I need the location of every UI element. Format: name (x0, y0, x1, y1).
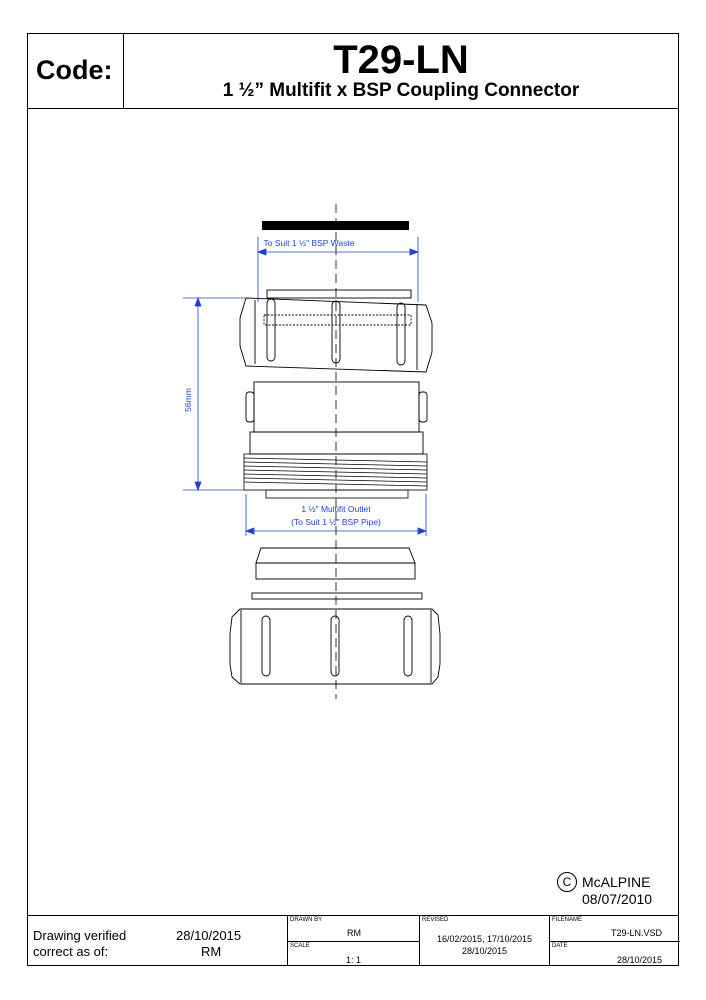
washer (252, 593, 422, 599)
verified-by: RM (201, 944, 222, 959)
footer-block (28, 915, 678, 966)
revised-dates-2: 28/10/2015 (461, 946, 508, 956)
seal-ring (256, 548, 415, 579)
filename-cell (549, 916, 680, 941)
revised-label: REVISED (422, 917, 449, 923)
outlet-label-line-1: 1 ½" Multifit Outlet (301, 504, 371, 514)
top-dimension-label: To Suit 1 ½" BSP Waste (263, 238, 355, 248)
scale-label: SCALE (290, 943, 310, 949)
product-code: T29-LN (333, 38, 469, 82)
date-cell (549, 941, 680, 966)
verified-date: 28/10/2015 (176, 928, 242, 943)
waste-plug-bar (262, 221, 409, 230)
scale-value: 1: 1 (345, 955, 361, 965)
side-dimension-label: 56mm (183, 388, 193, 412)
product-description: 1 ½” Multifit x BSP Coupling Connector (222, 80, 580, 101)
copyright-company: McALPINE (582, 874, 651, 890)
scale-cell (287, 941, 419, 966)
drawn-by-cell (287, 916, 419, 941)
coupling-body (246, 382, 427, 454)
filename-value: T29-LN.VSD (610, 928, 662, 938)
filename-label: FILENAME (552, 917, 583, 923)
outlet-label-line-2: (To Suit 1 ½" BSP Pipe) (291, 517, 381, 527)
copyright-symbol: C (557, 872, 577, 892)
technical-drawing (28, 34, 680, 967)
thread (244, 454, 427, 498)
drawn-by-label: DRAWN BY (290, 917, 323, 923)
code-label: Code: (36, 55, 113, 85)
verified-label-line-2: correct as of: (33, 944, 109, 959)
lower-nut (230, 609, 440, 684)
copyright-date: 08/07/2010 (582, 891, 653, 907)
drawn-by-value: RM (347, 928, 361, 938)
date-value: 28/10/2015 (616, 955, 662, 965)
revised-cell (419, 916, 549, 966)
verified-label-line-1: Drawing verified (33, 928, 127, 943)
drawing-sheet (27, 33, 679, 966)
revised-dates-1: 16/02/2015, 17/10/2015 (436, 934, 533, 944)
date-label: DATE (552, 943, 568, 949)
